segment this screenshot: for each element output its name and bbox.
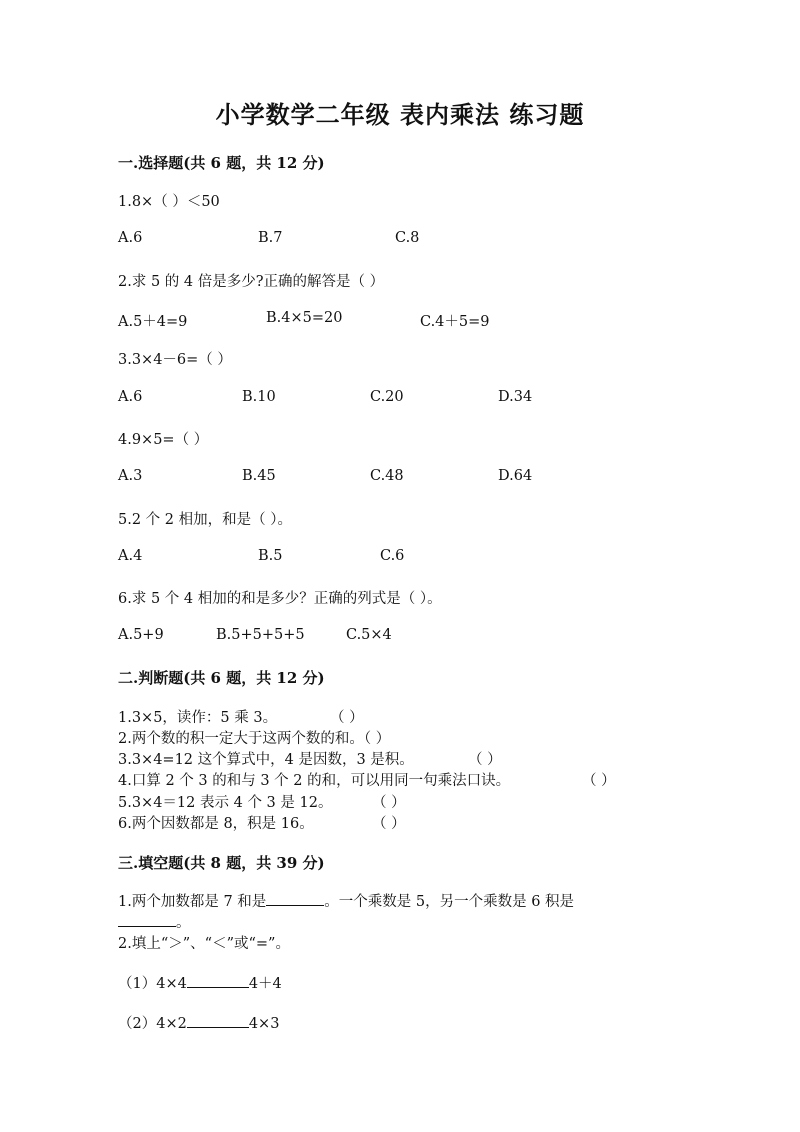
judge-item-2: 2.两个数的积一定大于这两个数的和。（ ） bbox=[118, 731, 391, 747]
judge-item-3-paren: （ ） bbox=[468, 752, 502, 768]
judge-item-6: 6.两个因数都是 8，积是 16。 bbox=[118, 816, 314, 832]
choice-question-3: 3.3×4－6=（ ） bbox=[118, 352, 232, 368]
fill-q1-blank-1[interactable] bbox=[266, 891, 324, 906]
judge-item-1: 1.3×5，读作：5 乘 3。 bbox=[118, 710, 278, 726]
fill-q2-1-right: 4＋4 bbox=[248, 976, 282, 992]
fill-question-2-2 bbox=[118, 1012, 279, 1033]
fill-q1-part-a: 1.两个加数都是 7 和是 bbox=[118, 894, 267, 910]
judge-item-5-paren: （ ） bbox=[372, 795, 406, 811]
fill-q2-1-left: （1）4×4 bbox=[118, 976, 187, 992]
choice-3-option-b: B.10 bbox=[242, 389, 276, 405]
fill-q2-1-blank[interactable] bbox=[187, 973, 249, 988]
fill-q1-blank-2[interactable] bbox=[118, 912, 176, 927]
judge-item-1-paren: （ ） bbox=[330, 710, 364, 726]
choice-5-option-a: A.4 bbox=[118, 548, 143, 564]
fill-q1-part-c: 。 bbox=[176, 915, 191, 931]
choice-3-option-d: D.34 bbox=[498, 389, 533, 405]
choice-5-option-c: C.6 bbox=[380, 548, 405, 564]
choice-4-option-a: A.3 bbox=[118, 468, 143, 484]
choice-question-1: 1.8×（ ）＜50 bbox=[118, 194, 220, 210]
section-heading-fill: 三.填空题(共 8 题，共 39 分) bbox=[118, 854, 325, 872]
choice-3-option-c: C.20 bbox=[370, 389, 404, 405]
section-heading-judge: 二.判断题(共 6 题，共 12 分) bbox=[118, 669, 325, 687]
choice-2-option-c: C.4＋5=9 bbox=[420, 314, 490, 330]
choice-3-option-a: A.6 bbox=[118, 389, 143, 405]
choice-4-option-d: D.64 bbox=[498, 468, 533, 484]
fill-q2-2-right: 4×3 bbox=[248, 1016, 280, 1032]
choice-6-option-c: C.5×4 bbox=[346, 627, 392, 643]
choice-question-5: 5.2 个 2 相加，和是（ ）。 bbox=[118, 512, 292, 528]
choice-1-option-b: B.7 bbox=[258, 230, 283, 246]
judge-item-5: 5.3×4＝12 表示 4 个 3 是 12。 bbox=[118, 795, 333, 811]
section-heading-choice: 一.选择题(共 6 题，共 12 分) bbox=[118, 154, 325, 172]
fill-question-1-line1 bbox=[118, 890, 574, 911]
page-title: 小学数学二年级 表内乘法 练习题 bbox=[215, 100, 585, 129]
fill-q1-part-b: 。一个乘数是 5，另一个乘数是 6 积是 bbox=[324, 894, 575, 910]
choice-question-6: 6.求 5 个 4 相加的和是多少？正确的列式是（ ）。 bbox=[118, 591, 442, 607]
choice-5-option-b: B.5 bbox=[258, 548, 283, 564]
choice-2-option-a: A.5＋4=9 bbox=[118, 314, 188, 330]
fill-question-2-1 bbox=[118, 972, 282, 993]
choice-4-option-b: B.45 bbox=[242, 468, 276, 484]
fill-question-2: 2.填上“＞”、“＜”或“=”。 bbox=[118, 936, 290, 952]
judge-item-4-paren: （ ） bbox=[582, 773, 616, 789]
choice-1-option-c: C.8 bbox=[395, 230, 420, 246]
judge-item-6-paren: （ ） bbox=[372, 816, 406, 832]
choice-1-option-a: A.6 bbox=[118, 230, 143, 246]
choice-question-4: 4.9×5=（ ） bbox=[118, 432, 209, 448]
fill-q2-2-blank[interactable] bbox=[187, 1013, 249, 1028]
choice-2-option-b: B.4×5=20 bbox=[266, 310, 343, 326]
judge-item-4: 4.口算 2 个 3 的和与 3 个 2 的和，可以用同一句乘法口诀。 bbox=[118, 773, 511, 789]
fill-q2-2-left: （2）4×2 bbox=[118, 1016, 187, 1032]
fill-question-1-line2 bbox=[118, 911, 191, 932]
judge-item-3: 3.3×4=12 这个算式中，4 是因数，3 是积。 bbox=[118, 752, 414, 768]
choice-question-2: 2.求 5 的 4 倍是多少?正确的解答是（ ） bbox=[118, 274, 385, 290]
choice-6-option-b: B.5+5+5+5 bbox=[216, 627, 305, 643]
choice-6-option-a: A.5+9 bbox=[118, 627, 164, 643]
choice-4-option-c: C.48 bbox=[370, 468, 404, 484]
